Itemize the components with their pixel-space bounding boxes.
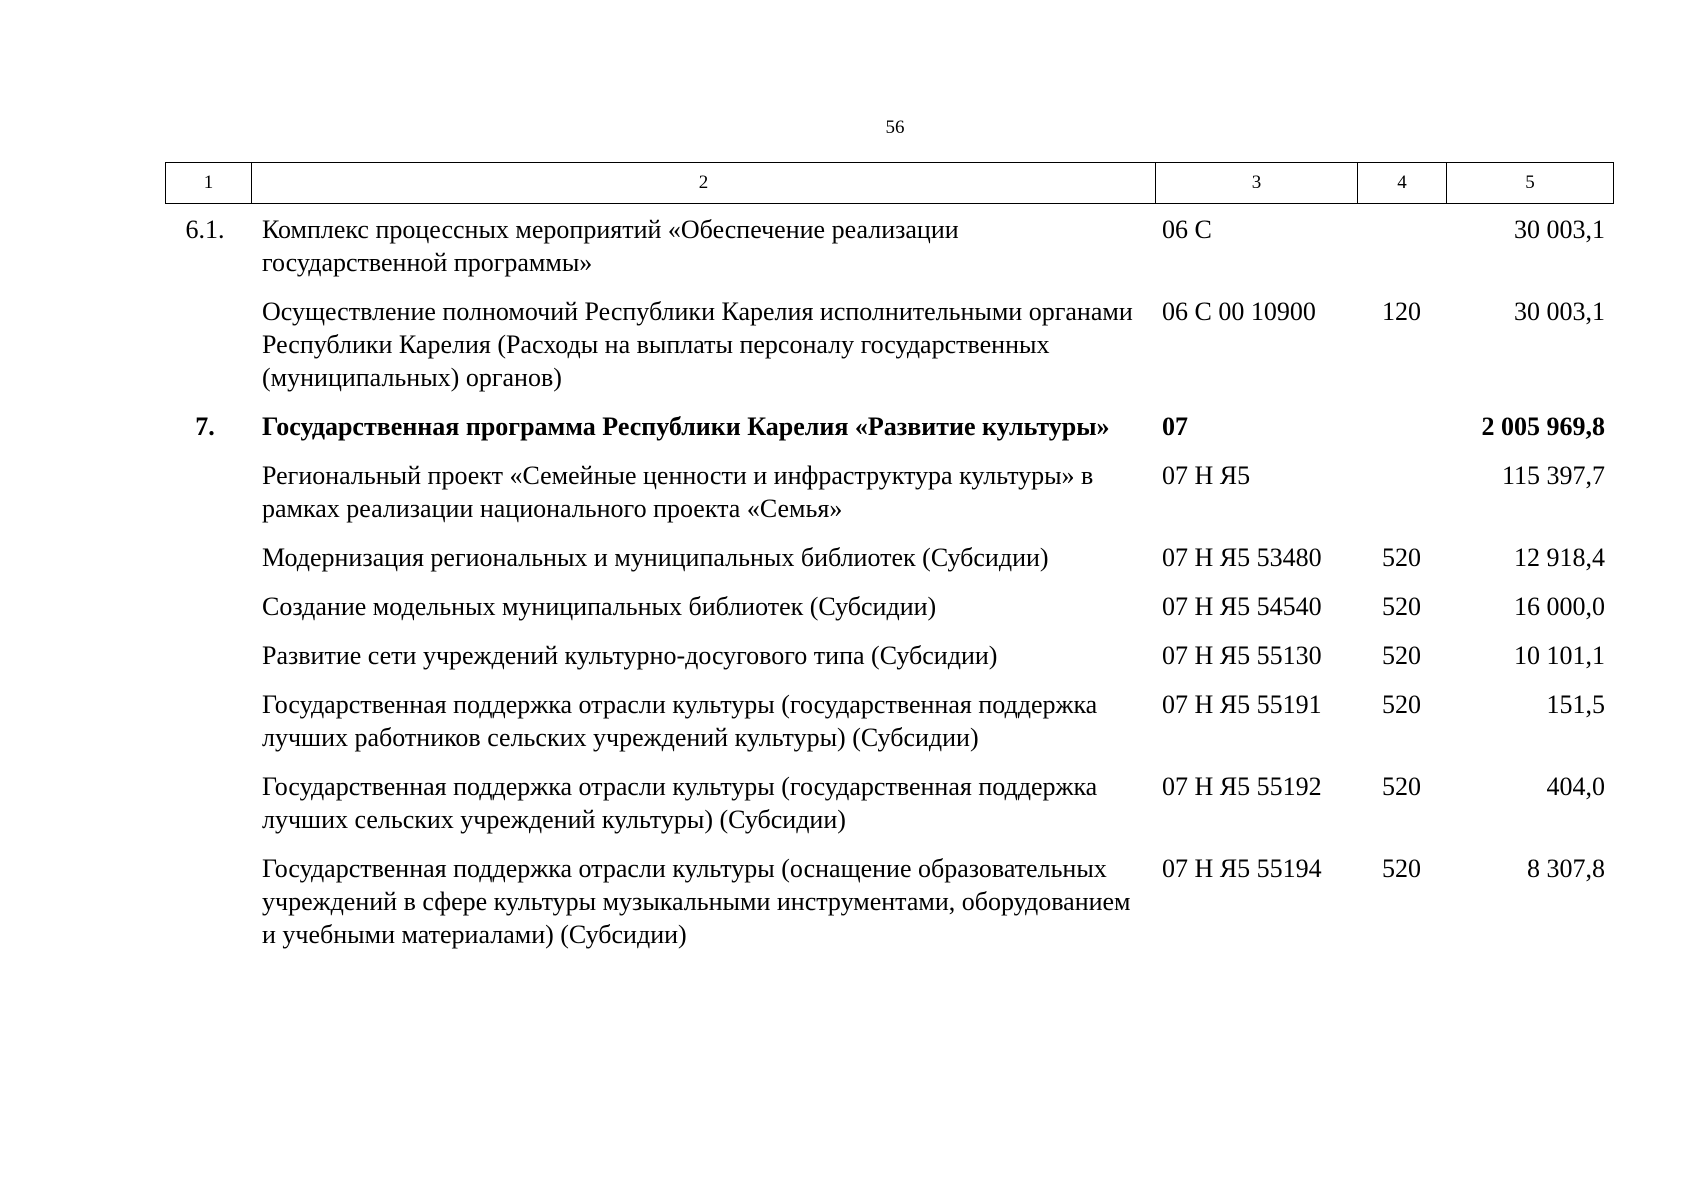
row-description: Осуществление полномочий Республики Карелия исполнительными органами Республики Карелия (Расходы на выплаты персоналу государственных (муниципальных) органов)	[262, 297, 1133, 392]
row-description: Развитие сети учреждений культурно-досугового типа (Субсидии)	[262, 641, 998, 670]
table-row	[165, 410, 1613, 459]
row-description: Комплекс процессных мероприятий «Обеспечение реализации государственной программы»	[262, 215, 959, 277]
row-number	[165, 459, 251, 541]
row-amount: 151,5	[1546, 690, 1605, 719]
row-number: 7.	[195, 412, 215, 441]
row-amount: 2 005 969,8	[1481, 412, 1605, 441]
row-budget-code: 07 Н Я5 53480	[1162, 543, 1322, 572]
column-header-3: 3	[1156, 163, 1358, 204]
row-amount: 10 101,1	[1514, 641, 1605, 670]
row-expense-type	[1357, 213, 1446, 295]
row-number: 6.1.	[185, 215, 225, 244]
row-expense-type: 520	[1382, 772, 1421, 801]
row-amount: 30 003,1	[1514, 215, 1605, 244]
row-description: Создание модельных муниципальных библиотек (Субсидии)	[262, 592, 937, 621]
table-row	[165, 590, 1613, 639]
row-number	[165, 295, 251, 410]
table-row	[165, 295, 1613, 410]
row-expense-type	[1357, 410, 1446, 459]
column-header-4: 4	[1358, 163, 1447, 204]
row-expense-type: 520	[1382, 854, 1421, 883]
row-expense-type	[1357, 459, 1446, 541]
row-number	[165, 852, 251, 967]
row-amount: 16 000,0	[1514, 592, 1605, 621]
row-description: Государственная поддержка отрасли культуры (оснащение образовательных учреждений в сфере культуры музыкальными инструментами, оборудованием и учебными материалами) (Субсидии)	[262, 854, 1131, 949]
row-amount: 12 918,4	[1514, 543, 1605, 572]
budget-table-body	[165, 213, 1613, 967]
row-amount: 8 307,8	[1527, 854, 1605, 883]
column-header-2: 2	[252, 163, 1156, 204]
row-description: Региональный проект «Семейные ценности и инфраструктура культуры» в рамках реализации национального проекта «Семья»	[262, 461, 1094, 523]
row-budget-code: 07	[1162, 412, 1188, 441]
table-row	[165, 770, 1613, 852]
row-budget-code: 07 Н Я5 55191	[1162, 690, 1322, 719]
budget-table	[165, 213, 1613, 967]
row-budget-code: 06 С	[1162, 215, 1212, 244]
table-row	[165, 541, 1613, 590]
column-header-1: 1	[166, 163, 252, 204]
table-row	[165, 459, 1613, 541]
row-amount: 404,0	[1546, 772, 1605, 801]
row-number	[165, 770, 251, 852]
page-number: 56	[885, 117, 905, 138]
row-description: Модернизация региональных и муниципальных библиотек (Субсидии)	[262, 543, 1049, 572]
row-budget-code: 07 Н Я5 54540	[1162, 592, 1322, 621]
column-header-table	[165, 162, 1614, 204]
row-number	[165, 541, 251, 590]
row-expense-type: 120	[1382, 297, 1421, 326]
row-expense-type: 520	[1382, 690, 1421, 719]
table-row	[165, 688, 1613, 770]
table-row	[165, 852, 1613, 967]
row-budget-code: 07 Н Я5 55194	[1162, 854, 1322, 883]
table-row	[165, 639, 1613, 688]
row-budget-code: 07 Н Я5	[1162, 461, 1251, 490]
column-header-row	[166, 163, 1614, 204]
row-expense-type: 520	[1382, 641, 1421, 670]
row-number	[165, 639, 251, 688]
row-number	[165, 688, 251, 770]
column-header-5: 5	[1447, 163, 1614, 204]
row-expense-type: 520	[1382, 543, 1421, 572]
row-budget-code: 06 С 00 10900	[1162, 297, 1316, 326]
row-expense-type: 520	[1382, 592, 1421, 621]
table-row	[165, 213, 1613, 295]
row-budget-code: 07 Н Я5 55130	[1162, 641, 1322, 670]
row-description: Государственная поддержка отрасли культуры (государственная поддержка лучших сельских учреждений культуры) (Субсидии)	[262, 772, 1098, 834]
row-number	[165, 590, 251, 639]
row-description: Государственная программа Республики Карелия «Развитие культуры»	[262, 412, 1110, 441]
row-description: Государственная поддержка отрасли культуры (государственная поддержка лучших работников сельских учреждений культуры) (Субсидии)	[262, 690, 1098, 752]
row-amount: 115 397,7	[1501, 461, 1605, 490]
row-amount: 30 003,1	[1514, 297, 1605, 326]
row-budget-code: 07 Н Я5 55192	[1162, 772, 1322, 801]
